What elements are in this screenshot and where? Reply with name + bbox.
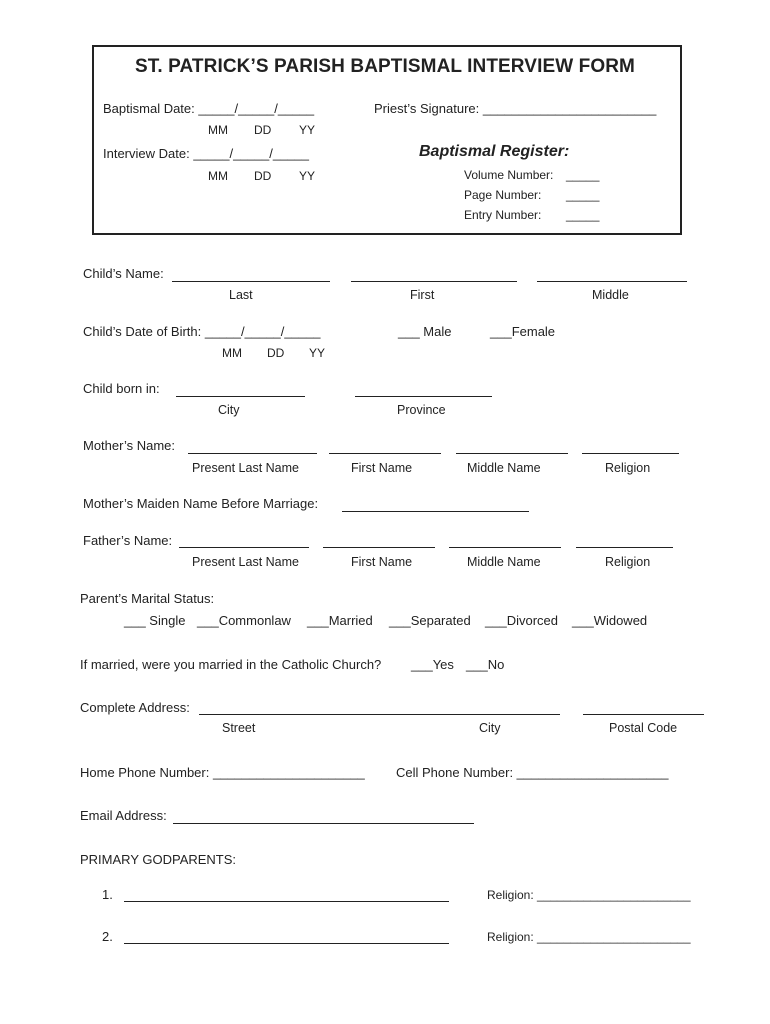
int-yy-label: YY xyxy=(299,169,316,183)
entry-number-field[interactable]: _____ xyxy=(566,208,600,222)
female-option[interactable]: ___Female xyxy=(490,324,556,339)
mother-last-name-input[interactable] xyxy=(188,453,317,454)
father-last-caption: Present Last Name xyxy=(192,555,299,569)
cell-phone-field[interactable]: Cell Phone Number: _____________________ xyxy=(396,765,669,780)
godparent-2-name-input[interactable] xyxy=(124,943,449,944)
page-number-field[interactable]: _____ xyxy=(566,188,600,202)
mother-religion-caption: Religion xyxy=(605,461,651,475)
child-name-label: Child’s Name: xyxy=(83,266,164,281)
godparent-2-religion-field[interactable]: Religion: _______________________ xyxy=(487,930,691,944)
bapt-dd-label: DD xyxy=(254,123,272,137)
father-middle-name-input[interactable] xyxy=(449,547,561,548)
godparent-2-number: 2. xyxy=(102,929,113,944)
child-dob-field[interactable]: Child’s Date of Birth: _____/_____/_____ xyxy=(83,324,321,339)
godparent-1-number: 1. xyxy=(102,887,113,902)
page-number-label: Page Number: xyxy=(464,188,542,202)
int-dd-label: DD xyxy=(254,169,272,183)
child-middle-name-input[interactable] xyxy=(537,281,687,282)
born-city-caption: City xyxy=(218,403,240,417)
home-phone-field[interactable]: Home Phone Number: _____________________ xyxy=(80,765,365,780)
child-last-caption: Last xyxy=(229,288,253,302)
father-religion-input[interactable] xyxy=(576,547,673,548)
address-label: Complete Address: xyxy=(80,700,190,715)
father-last-name-input[interactable] xyxy=(179,547,309,548)
widowed-option[interactable]: ___Widowed xyxy=(572,613,648,628)
postal-code-caption: Postal Code xyxy=(609,721,678,735)
father-name-label: Father’s Name: xyxy=(83,533,173,548)
child-last-name-input[interactable] xyxy=(172,281,330,282)
male-option[interactable]: ___ Male xyxy=(398,324,452,339)
commonlaw-option[interactable]: ___Commonlaw xyxy=(197,613,291,628)
father-first-name-input[interactable] xyxy=(323,547,435,548)
godparents-label: PRIMARY GODPARENTS: xyxy=(80,852,237,867)
interview-date-field[interactable]: Interview Date: _____/_____/_____ xyxy=(103,146,309,161)
catholic-church-question: If married, were you married in the Catholic Church? xyxy=(80,657,382,672)
mother-maiden-input[interactable] xyxy=(342,511,529,512)
mother-first-name-input[interactable] xyxy=(329,453,441,454)
form-title: ST. PATRICK’S PARISH BAPTISMAL INTERVIEW FORM xyxy=(135,56,635,77)
email-label: Email Address: xyxy=(80,808,167,823)
child-born-label: Child born in: xyxy=(83,381,160,396)
int-mm-label: MM xyxy=(208,169,228,183)
baptismal-date-field[interactable]: Baptismal Date: _____/_____/_____ xyxy=(103,101,315,116)
email-input[interactable] xyxy=(173,823,474,824)
father-middle-caption: Middle Name xyxy=(467,555,541,569)
postal-code-input[interactable] xyxy=(583,714,704,715)
single-option[interactable]: ___ Single xyxy=(124,613,186,628)
mother-religion-input[interactable] xyxy=(582,453,679,454)
born-province-caption: Province xyxy=(397,403,446,417)
godparent-1-name-input[interactable] xyxy=(124,901,449,902)
bapt-mm-label: MM xyxy=(208,123,228,137)
register-title: Baptismal Register: xyxy=(419,143,570,160)
volume-number-label: Volume Number: xyxy=(464,168,554,182)
married-option[interactable]: ___Married xyxy=(307,613,373,628)
child-middle-caption: Middle xyxy=(592,288,629,302)
catholic-yes-option[interactable]: ___Yes xyxy=(411,657,454,672)
mother-first-caption: First Name xyxy=(351,461,413,475)
mother-name-label: Mother’s Name: xyxy=(83,438,175,453)
mother-last-caption: Present Last Name xyxy=(192,461,299,475)
mother-middle-name-input[interactable] xyxy=(456,453,568,454)
divorced-option[interactable]: ___Divorced xyxy=(485,613,558,628)
dob-yy-label: YY xyxy=(309,346,326,360)
catholic-no-option[interactable]: ___No xyxy=(466,657,505,672)
dob-dd-label: DD xyxy=(267,346,285,360)
volume-number-field[interactable]: _____ xyxy=(566,168,600,182)
mother-maiden-label: Mother’s Maiden Name Before Marriage: xyxy=(83,496,319,511)
child-first-name-input[interactable] xyxy=(351,281,517,282)
entry-number-label: Entry Number: xyxy=(464,208,542,222)
mother-middle-caption: Middle Name xyxy=(467,461,541,475)
city-caption: City xyxy=(479,721,501,735)
father-first-caption: First Name xyxy=(351,555,413,569)
dob-mm-label: MM xyxy=(222,346,242,360)
separated-option[interactable]: ___Separated xyxy=(389,613,471,628)
address-street-city-input[interactable] xyxy=(199,714,560,715)
street-caption: Street xyxy=(222,721,256,735)
priest-signature-field[interactable]: Priest’s Signature: ________________________ xyxy=(374,101,657,116)
born-province-input[interactable] xyxy=(355,396,492,397)
father-religion-caption: Religion xyxy=(605,555,651,569)
child-first-caption: First xyxy=(410,288,435,302)
marital-status-label: Parent’s Marital Status: xyxy=(80,591,215,606)
godparent-1-religion-field[interactable]: Religion: _______________________ xyxy=(487,888,691,902)
bapt-yy-label: YY xyxy=(299,123,316,137)
born-city-input[interactable] xyxy=(176,396,305,397)
